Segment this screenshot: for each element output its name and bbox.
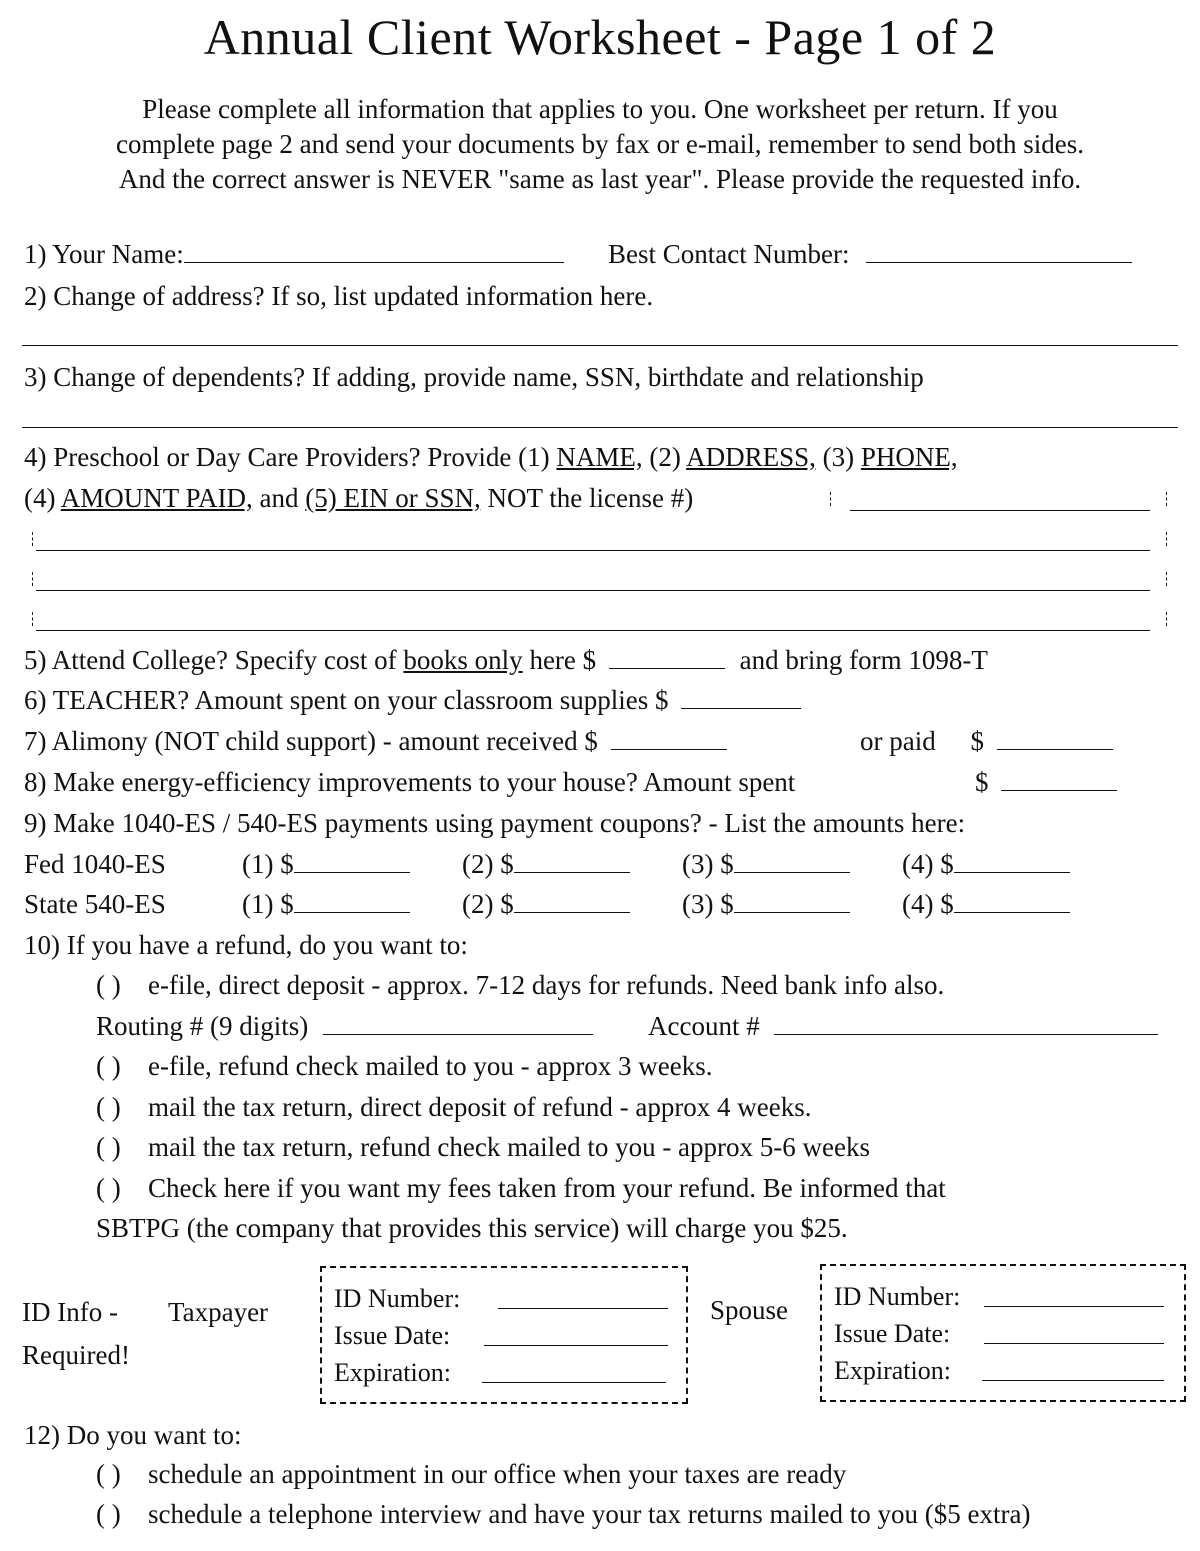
- dashed-tick: [1166, 532, 1167, 546]
- dashed-tick: [1166, 612, 1167, 626]
- checkbox[interactable]: ( ): [96, 1092, 121, 1122]
- energy-field[interactable]: [1001, 768, 1117, 791]
- checkbox[interactable]: ( ): [96, 1173, 121, 1203]
- intro-line: complete page 2 and send your documents by fax or e-mail, remember to send both sides.: [116, 129, 1084, 159]
- account-row: [648, 1010, 1158, 1042]
- refund-option-mail-check[interactable]: ( ) mail the tax return, refund check mailed to you - approx 5-6 weeks: [96, 1132, 870, 1162]
- spouse-id-box: ID Number: Issue Date: Expiration:: [820, 1264, 1186, 1402]
- routing-label: Routing # (9 digits): [96, 1011, 309, 1041]
- alimony-paid-field[interactable]: [997, 727, 1113, 750]
- supplies-field[interactable]: [681, 686, 801, 709]
- taxpayer-id-number-field[interactable]: [498, 1308, 668, 1309]
- contact-row: [608, 238, 1132, 270]
- daycare-field-1[interactable]: [850, 510, 1150, 511]
- id-info-label: ID Info -: [22, 1297, 118, 1327]
- dashed-tick: [32, 532, 33, 546]
- checkbox[interactable]: ( ): [96, 970, 121, 1000]
- state-row-label: State 540-ES: [24, 889, 166, 919]
- dashed-tick: [830, 492, 831, 506]
- refund-option-mail-deposit[interactable]: ( ) mail the tax return, direct deposit of refund - approx 4 weeks.: [96, 1092, 812, 1122]
- name-label: 1) Your Name:: [24, 239, 184, 269]
- account-field[interactable]: [774, 1012, 1158, 1035]
- taxpayer-id-box: ID Number: Issue Date: Expiration:: [320, 1266, 688, 1404]
- fed-row-label: Fed 1040-ES: [24, 849, 166, 879]
- checkbox[interactable]: ( ): [96, 1051, 121, 1081]
- checkbox[interactable]: ( ): [96, 1499, 121, 1529]
- q10-label: 10) If you have a refund, do you want to:: [24, 930, 468, 960]
- name-field[interactable]: [184, 240, 564, 263]
- appointment-option-phone[interactable]: ( ) schedule a telephone interview and have your tax returns mailed to you ($5 extra): [96, 1499, 1031, 1529]
- contact-field[interactable]: [866, 240, 1132, 263]
- spouse-issue-date-field[interactable]: [984, 1343, 1164, 1344]
- q8-amount: $: [975, 766, 1117, 798]
- refund-option-efile-deposit[interactable]: ( ) e-file, direct deposit - approx. 7-12 days for refunds. Need bank info also.: [96, 970, 945, 1000]
- address-field[interactable]: [22, 345, 1178, 346]
- refund-option-efile-check[interactable]: ( ) e-file, refund check mailed to you - approx 3 weeks.: [96, 1051, 713, 1081]
- intro-line: Please complete all information that applies to you. One worksheet per return. If you: [142, 94, 1058, 124]
- id-required-label: Required!: [22, 1340, 130, 1370]
- daycare-field-2[interactable]: [36, 550, 1150, 551]
- state-payment-3[interactable]: [734, 890, 850, 913]
- checkbox[interactable]: ( ): [96, 1459, 121, 1489]
- intro-text: [20, 92, 1180, 197]
- fed-payment-3[interactable]: [734, 850, 850, 873]
- contact-label: Best Contact Number:: [608, 239, 850, 269]
- routing-field[interactable]: [323, 1012, 593, 1035]
- dashed-tick: [32, 612, 33, 626]
- q5-row: 5) Attend College? Specify cost of books only here $ and bring form 1098-T: [24, 645, 988, 675]
- checkbox[interactable]: ( ): [96, 1132, 121, 1162]
- taxpayer-label: Taxpayer: [168, 1297, 269, 1327]
- daycare-field-3[interactable]: [36, 590, 1150, 591]
- q8-row: 8) Make energy-efficiency improvements to your house? Amount spent: [24, 767, 796, 797]
- books-cost-field[interactable]: [609, 646, 725, 669]
- fed-payment-4[interactable]: [954, 850, 1070, 873]
- taxpayer-expiration-field[interactable]: [482, 1382, 666, 1383]
- fees-note: SBTPG (the company that provides this service) will charge you $25.: [96, 1213, 848, 1243]
- q3-label: 3) Change of dependents? If adding, provide name, SSN, birthdate and relationship: [24, 362, 924, 392]
- routing-row: [96, 1010, 593, 1042]
- page-title: Annual Client Worksheet - Page 1 of 2: [203, 9, 997, 65]
- q12-label: 12) Do you want to:: [24, 1420, 242, 1450]
- dashed-tick: [32, 572, 33, 586]
- alimony-received-field[interactable]: [611, 727, 727, 750]
- dependents-field[interactable]: [22, 427, 1178, 428]
- dashed-tick: [1166, 492, 1167, 506]
- state-payment-1[interactable]: [294, 890, 410, 913]
- refund-option-fees[interactable]: ( ) Check here if you want my fees taken from your refund. Be informed that: [96, 1173, 946, 1203]
- dashed-tick: [1166, 572, 1167, 586]
- fed-payment-2[interactable]: [514, 850, 630, 873]
- q4-line1: 4) Preschool or Day Care Providers? Provide (1) NAME, (2) ADDRESS, (3) PHONE,: [24, 442, 958, 472]
- q6-row: 6) TEACHER? Amount spent on your classroom supplies $: [24, 684, 801, 716]
- state-payment-2[interactable]: [514, 890, 630, 913]
- q9-label: 9) Make 1040-ES / 540-ES payments using payment coupons? - List the amounts here:: [24, 808, 966, 838]
- q4-line2: (4) AMOUNT PAID, and (5) EIN or SSN, NOT the license #): [24, 483, 694, 513]
- intro-line: And the correct answer is NEVER "same as last year". Please provide the requested info.: [118, 164, 1082, 194]
- taxpayer-issue-date-field[interactable]: [484, 1345, 668, 1346]
- account-label: Account #: [648, 1011, 760, 1041]
- q7-paid: or paid $: [860, 725, 1113, 757]
- daycare-field-4[interactable]: [36, 630, 1150, 631]
- q7-row: 7) Alimony (NOT child support) - amount received $: [24, 725, 727, 757]
- spouse-id-number-field[interactable]: [984, 1306, 1164, 1307]
- q2-label: 2) Change of address? If so, list updated information here.: [24, 281, 654, 311]
- spouse-label: Spouse: [710, 1295, 789, 1325]
- appointment-option-office[interactable]: ( ) schedule an appointment in our office when your taxes are ready: [96, 1459, 847, 1489]
- spouse-expiration-field[interactable]: [982, 1380, 1164, 1381]
- fed-payment-1[interactable]: [294, 850, 410, 873]
- state-payment-4[interactable]: [954, 890, 1070, 913]
- q1-row: [24, 238, 564, 270]
